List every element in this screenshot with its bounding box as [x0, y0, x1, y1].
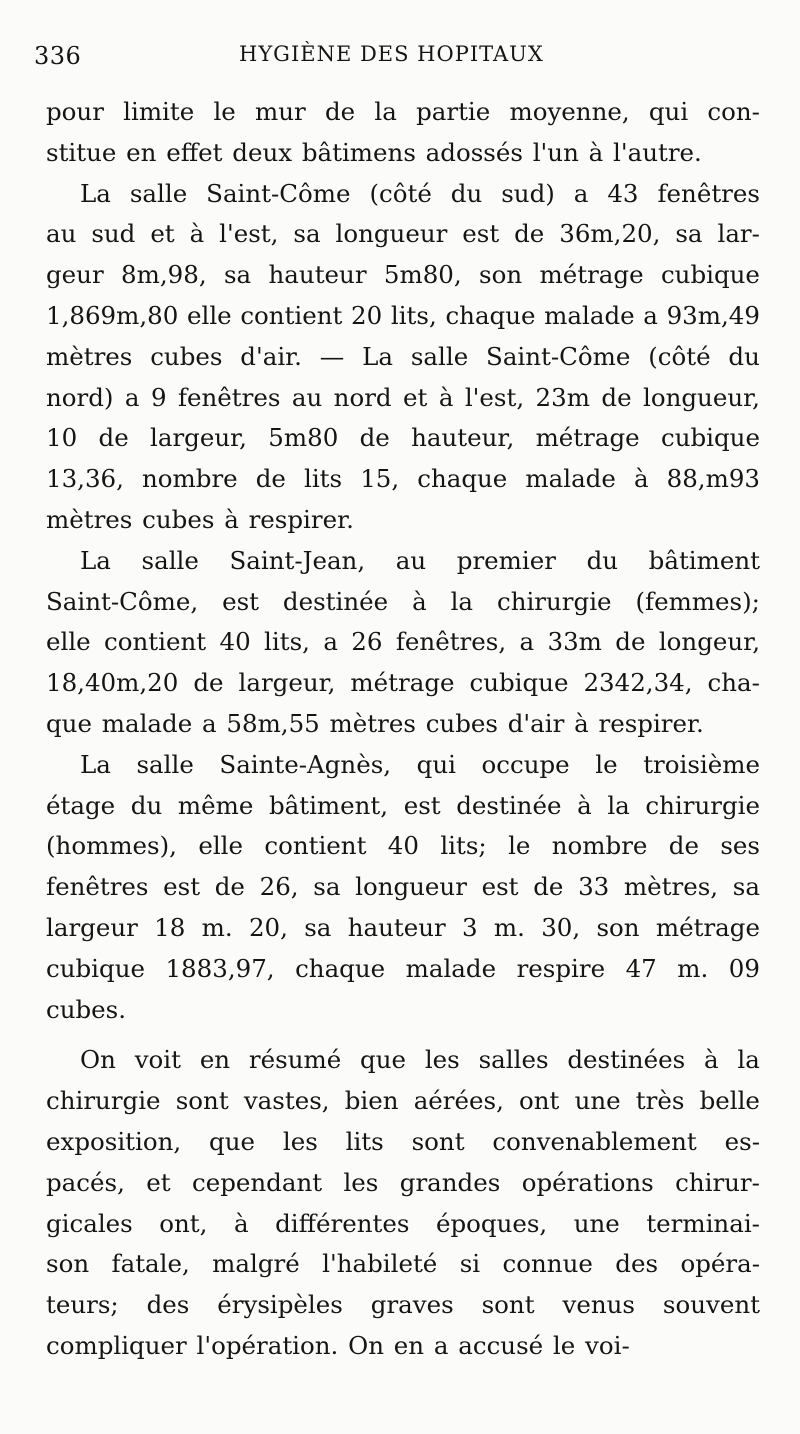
text-line: teurs; des érysipèles graves sont venus souvent: [46, 1290, 760, 1320]
text-line: chirurgie sont vastes, bien aérées, ont une très belle: [46, 1086, 760, 1116]
text-line: fenêtres est de 26, sa longueur est de 33 mètres, sa: [46, 872, 760, 902]
text-line: mètres cubes d'air. — La salle Saint-Côme (côté du: [46, 341, 760, 371]
text-line: compliquer l'opération. On en a accusé le voi-: [46, 1330, 630, 1360]
text-line: On voit en résumé que les salles destinées à la: [80, 1045, 760, 1075]
body-text: [46, 92, 760, 1367]
text-line: pour limite le mur de la partie moyenne, qui con-: [46, 97, 760, 126]
page-number: 336: [34, 42, 82, 70]
paragraph: [46, 92, 760, 174]
text-line: elle contient 40 lits, a 26 fenêtres, a 33m de longeur,: [46, 627, 760, 657]
text-line: largeur 18 m. 20, sa hauteur 3 m. 30, son métrage: [46, 912, 760, 942]
text-line: La salle Sainte-Agnès, qui occupe le troisième: [80, 749, 760, 779]
text-line: pacés, et cependant les grandes opérations chirur-: [46, 1167, 760, 1197]
text-line: cubes.: [46, 994, 127, 1024]
paragraph-gap: [46, 1030, 760, 1040]
paragraph: [46, 541, 760, 745]
paragraph: [46, 745, 760, 1031]
text-line: 1,869m,80 elle contient 20 lits, chaque malade a 93m,49: [46, 300, 760, 330]
text-line: exposition, que les lits sont convenablement es-: [46, 1126, 760, 1156]
text-line: 18,40m,20 de largeur, métrage cubique 2342,34, cha-: [46, 668, 760, 698]
text-line: La salle Saint-Côme (côté du sud) a 43 fenêtres: [80, 178, 760, 208]
running-title: HYGIÈNE DES HOPITAUX: [239, 42, 544, 66]
text-line: geur 8m,98, sa hauteur 5m80, son métrage cubique: [46, 260, 760, 290]
text-line: son fatale, malgré l'habileté si connue des opéra-: [46, 1249, 760, 1279]
text-line: La salle Saint-Jean, au premier du bâtiment: [80, 545, 760, 575]
text-line: stitue en effet deux bâtimens adossés l'un à l'autre.: [46, 137, 702, 167]
text-line: mètres cubes à respirer.: [46, 504, 354, 534]
text-line: Saint-Côme, est destinée à la chirurgie (femmes);: [46, 586, 760, 616]
paragraph: [46, 174, 760, 541]
text-line: gicales ont, à différentes époques, une terminai-: [46, 1208, 760, 1238]
paragraph: [46, 1040, 760, 1366]
text-line: cubique 1883,97, chaque malade respire 47 m. 09: [46, 953, 760, 983]
text-line: au sud et à l'est, sa longueur est de 36m,20, sa lar-: [46, 219, 760, 249]
text-line: que malade a 58m,55 mètres cubes d'air à respirer.: [46, 708, 704, 738]
text-line: nord) a 9 fenêtres au nord et à l'est, 23m de longueur,: [46, 382, 760, 412]
text-line: 10 de largeur, 5m80 de hauteur, métrage cubique: [46, 423, 760, 453]
text-line: étage du même bâtiment, est destinée à la chirurgie: [46, 790, 760, 820]
page-header: [34, 40, 766, 80]
text-line: (hommes), elle contient 40 lits; le nombre de ses: [46, 831, 760, 861]
text-line: 13,36, nombre de lits 15, chaque malade à 88,m93: [46, 464, 760, 494]
